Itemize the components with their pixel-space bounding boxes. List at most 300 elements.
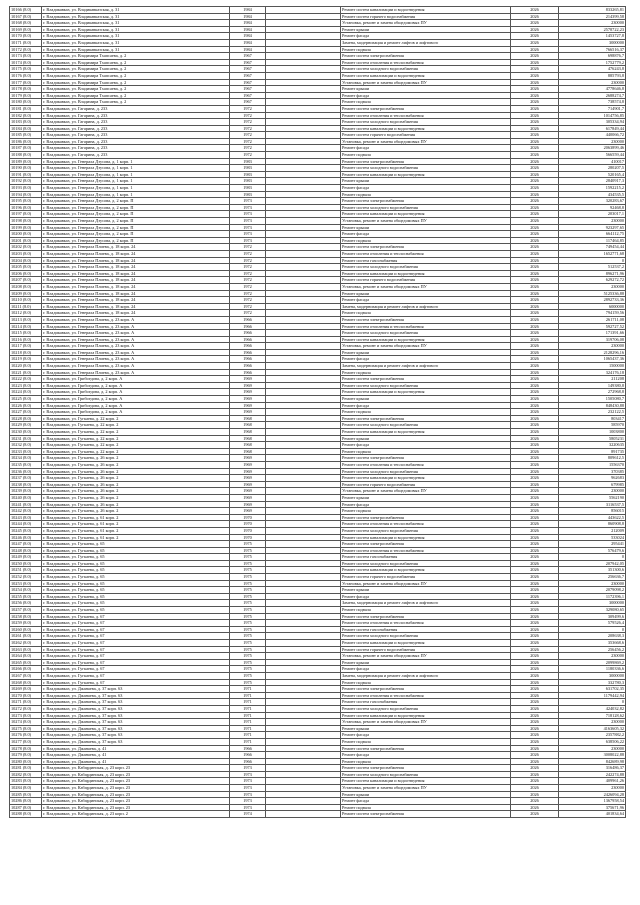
cost-cell: 230000 bbox=[559, 580, 626, 587]
address-cell: г. Владикавказ, ул. Гугкаева, д. 67 bbox=[42, 620, 230, 627]
work-type-cell: Ремонт систем канализации и водоотведения bbox=[341, 270, 511, 277]
build-year-cell: 1971 bbox=[230, 692, 266, 699]
cost-cell: 679985 bbox=[559, 481, 626, 488]
period-cell: 2026 bbox=[511, 580, 559, 587]
build-year-cell: 1969 bbox=[230, 508, 266, 515]
build-year-cell: 1971 bbox=[230, 712, 266, 719]
work-type-cell: Ремонт подвала bbox=[341, 46, 511, 53]
empty-cell bbox=[266, 712, 341, 719]
empty-cell bbox=[266, 725, 341, 732]
empty-cell bbox=[266, 488, 341, 495]
address-cell: г. Владикавказ, ул. Гугкаева, д. 67 bbox=[42, 640, 230, 647]
build-year-cell: 1975 bbox=[230, 574, 266, 581]
table-row bbox=[10, 402, 626, 409]
build-year-cell: 1971 bbox=[230, 699, 266, 706]
cost-cell: 208638,3 bbox=[559, 633, 626, 640]
table-row bbox=[10, 686, 626, 693]
row-id-cell: 10211 (8.0) bbox=[10, 303, 42, 310]
row-id-cell: 10182 (8.0) bbox=[10, 112, 42, 119]
address-cell: г. Владикавказ, ул. Джанаева, д. 41 bbox=[42, 758, 230, 765]
build-year-cell: 1966 bbox=[230, 745, 266, 752]
empty-cell bbox=[266, 580, 341, 587]
cost-cell: 1172396,1 bbox=[559, 593, 626, 600]
build-year-cell: 1975 bbox=[230, 547, 266, 554]
address-cell: г. Владикавказ, ул. Генерала Плиева, д. 18 корп. 24 bbox=[42, 310, 230, 317]
build-year-cell: 1969 bbox=[230, 409, 266, 416]
period-cell: 2026 bbox=[511, 323, 559, 330]
work-type-cell: Ремонт систем электроснабжения bbox=[341, 376, 511, 383]
address-cell: г. Владикавказ, ул. Кабардинская, д. 23 корп. 23 bbox=[42, 778, 230, 785]
build-year-cell: 1972 bbox=[230, 145, 266, 152]
row-id-cell: 10212 (8.0) bbox=[10, 310, 42, 317]
build-year-cell: 1969 bbox=[230, 455, 266, 462]
table-row bbox=[10, 409, 626, 416]
address-cell: г. Владикавказ, ул. Генерала Плиева, д. 18 корп. 24 bbox=[42, 277, 230, 284]
address-cell: г. Владикавказ, ул. Джанаева, д. 37 корп. 63 bbox=[42, 699, 230, 706]
cost-cell: 0 bbox=[559, 257, 626, 264]
row-id-cell: 10231 (8.0) bbox=[10, 435, 42, 442]
row-id-cell: 10192 (8.0) bbox=[10, 178, 42, 185]
address-cell: г. Владикавказ, ул. Джанаева, д. 41 bbox=[42, 745, 230, 752]
row-id-cell: 10177 (8.0) bbox=[10, 79, 42, 86]
cost-cell: 923297,65 bbox=[559, 224, 626, 231]
table-row bbox=[10, 257, 626, 264]
table-row bbox=[10, 567, 626, 574]
period-cell: 2026 bbox=[511, 804, 559, 811]
table-row bbox=[10, 39, 626, 46]
period-cell: 2026 bbox=[511, 785, 559, 792]
work-type-cell: Ремонт систем горячего водоснабжения bbox=[341, 481, 511, 488]
cost-cell: 230000 bbox=[559, 283, 626, 290]
row-id-cell: 10175 (8.0) bbox=[10, 66, 42, 73]
period-cell: 2026 bbox=[511, 508, 559, 515]
build-year-cell: 1973 bbox=[230, 804, 266, 811]
row-id-cell: 10256 (8.0) bbox=[10, 600, 42, 607]
build-year-cell: 1972 bbox=[230, 270, 266, 277]
cost-cell: 1065437,36 bbox=[559, 356, 626, 363]
cost-cell: 2079098,2 bbox=[559, 587, 626, 594]
table-row bbox=[10, 494, 626, 501]
row-id-cell: 10267 (8.0) bbox=[10, 672, 42, 679]
empty-cell bbox=[266, 752, 341, 759]
build-year-cell: 1975 bbox=[230, 607, 266, 614]
build-year-cell: 1973 bbox=[230, 791, 266, 798]
build-year-cell: 1973 bbox=[230, 204, 266, 211]
build-year-cell: 1970 bbox=[230, 521, 266, 528]
build-year-cell: 1973 bbox=[230, 218, 266, 225]
period-cell: 2026 bbox=[511, 547, 559, 554]
empty-cell bbox=[266, 53, 341, 60]
address-cell: г. Владикавказ, ул. Гугкаева, д. 26 корп. 2 bbox=[42, 494, 230, 501]
period-cell: 2026 bbox=[511, 725, 559, 732]
cost-cell: 353668,6 bbox=[559, 640, 626, 647]
cost-cell: 329080,65 bbox=[559, 607, 626, 614]
empty-cell bbox=[266, 798, 341, 805]
work-type-cell: Ремонт фасада bbox=[341, 732, 511, 739]
row-id-cell: 10248 (8.0) bbox=[10, 547, 42, 554]
period-cell: 2026 bbox=[511, 218, 559, 225]
build-year-cell: 1973 bbox=[230, 231, 266, 238]
row-id-cell: 10176 (8.0) bbox=[10, 72, 42, 79]
empty-cell bbox=[266, 244, 341, 251]
empty-cell bbox=[266, 20, 341, 27]
table-row bbox=[10, 679, 626, 686]
table-row bbox=[10, 264, 626, 271]
table-row bbox=[10, 514, 626, 521]
cost-cell: 212009 bbox=[559, 527, 626, 534]
period-cell: 2026 bbox=[511, 59, 559, 66]
cost-cell: 2099869,2 bbox=[559, 659, 626, 666]
table-row bbox=[10, 310, 626, 317]
empty-cell bbox=[266, 732, 341, 739]
work-type-cell: Ремонт фасада bbox=[341, 33, 511, 40]
work-type-cell: Ремонт систем холодного водоснабжения bbox=[341, 422, 511, 429]
work-type-cell: Ремонт подвала bbox=[341, 409, 511, 416]
empty-cell bbox=[266, 33, 341, 40]
empty-cell bbox=[266, 99, 341, 106]
empty-cell bbox=[266, 323, 341, 330]
cost-cell: 638506,22 bbox=[559, 738, 626, 745]
cost-cell: 320283,67 bbox=[559, 198, 626, 205]
table-row bbox=[10, 191, 626, 198]
empty-cell bbox=[266, 692, 341, 699]
build-year-cell: 1984 bbox=[230, 26, 266, 33]
work-type-cell: Ремонт систем канализации и водоотведения bbox=[341, 778, 511, 785]
work-type-cell: Ремонт систем холодного водоснабжения bbox=[341, 633, 511, 640]
empty-cell bbox=[266, 376, 341, 383]
build-year-cell: 1975 bbox=[230, 593, 266, 600]
empty-cell bbox=[266, 640, 341, 647]
work-type-cell: Ремонт систем электроснабжения bbox=[341, 613, 511, 620]
work-type-cell: Ремонт систем газоснабжения bbox=[341, 626, 511, 633]
build-year-cell: 1975 bbox=[230, 587, 266, 594]
address-cell: г. Владикавказ, ул. Генерала Дзусова, д. 1 корп. 1 bbox=[42, 191, 230, 198]
period-cell: 2026 bbox=[511, 303, 559, 310]
cost-cell: 230000 bbox=[559, 719, 626, 726]
empty-cell bbox=[266, 666, 341, 673]
work-type-cell: Ремонт подвала bbox=[341, 310, 511, 317]
period-cell: 2026 bbox=[511, 765, 559, 772]
work-type-cell: Ремонт систем канализации и водоотведения bbox=[341, 125, 511, 132]
cost-cell: 1180336,6 bbox=[559, 666, 626, 673]
build-year-cell: 1970 bbox=[230, 527, 266, 534]
row-id-cell: 10204 (8.0) bbox=[10, 257, 42, 264]
empty-cell bbox=[266, 389, 341, 396]
empty-cell bbox=[266, 765, 341, 772]
table-row bbox=[10, 593, 626, 600]
register-table-body bbox=[10, 7, 626, 818]
build-year-cell: 1969 bbox=[230, 396, 266, 403]
build-year-cell: 1971 bbox=[230, 732, 266, 739]
table-row bbox=[10, 435, 626, 442]
empty-cell bbox=[266, 607, 341, 614]
period-cell: 2026 bbox=[511, 356, 559, 363]
cost-cell: 533024 bbox=[559, 534, 626, 541]
row-id-cell: 10170 (8.0) bbox=[10, 33, 42, 40]
table-row bbox=[10, 580, 626, 587]
build-year-cell: 1975 bbox=[230, 567, 266, 574]
address-cell: г. Владикавказ, ул. Гугкаева, д. 22 корп. 2 bbox=[42, 448, 230, 455]
row-id-cell: 10260 (8.0) bbox=[10, 626, 42, 633]
cost-cell: 242274,88 bbox=[559, 771, 626, 778]
empty-cell bbox=[266, 567, 341, 574]
address-cell: г. Владикавказ, ул. Гагарина, д. 233 bbox=[42, 105, 230, 112]
empty-cell bbox=[266, 501, 341, 508]
work-type-cell: Ремонт фасада bbox=[341, 593, 511, 600]
row-id-cell: 10180 (8.0) bbox=[10, 99, 42, 106]
address-cell: г. Владикавказ, ул. Гугкаева, д. 26 корп. 2 bbox=[42, 501, 230, 508]
table-row bbox=[10, 237, 626, 244]
row-id-cell: 10236 (8.0) bbox=[10, 468, 42, 475]
address-cell: г. Владикавказ, ул. Гугкаева, д. 65 bbox=[42, 593, 230, 600]
period-cell: 2026 bbox=[511, 105, 559, 112]
empty-cell bbox=[266, 79, 341, 86]
work-type-cell: Ремонт систем отопления и теплоснабжения bbox=[341, 250, 511, 257]
row-id-cell: 10233 (8.0) bbox=[10, 448, 42, 455]
row-id-cell: 10193 (8.0) bbox=[10, 185, 42, 192]
table-row bbox=[10, 330, 626, 337]
row-id-cell: 10276 (8.0) bbox=[10, 732, 42, 739]
row-id-cell: 10178 (8.0) bbox=[10, 86, 42, 93]
address-cell: г. Владикавказ, ул. Грибоедова, д. 2 корп. А bbox=[42, 382, 230, 389]
empty-cell bbox=[266, 508, 341, 515]
row-id-cell: 10281 (8.0) bbox=[10, 765, 42, 772]
row-id-cell: 10191 (8.0) bbox=[10, 171, 42, 178]
address-cell: г. Владикавказ, ул. Кабардинская, д. 23 корп. 23 bbox=[42, 765, 230, 772]
empty-cell bbox=[266, 158, 341, 165]
address-cell: г. Владикавказ, ул. Генерала Плиева, д. 23 корп. А bbox=[42, 349, 230, 356]
period-cell: 2026 bbox=[511, 165, 559, 172]
row-id-cell: 10222 (8.0) bbox=[10, 376, 42, 383]
table-row bbox=[10, 752, 626, 759]
period-cell: 2026 bbox=[511, 752, 559, 759]
build-year-cell: 1970 bbox=[230, 514, 266, 521]
table-row bbox=[10, 158, 626, 165]
cost-cell: 230000 bbox=[559, 785, 626, 792]
table-row bbox=[10, 791, 626, 798]
table-row bbox=[10, 13, 626, 20]
cost-cell: 5125336,88 bbox=[559, 290, 626, 297]
address-cell: г. Владикавказ, ул. Джанаева, д. 37 корп. 63 bbox=[42, 719, 230, 726]
period-cell: 2026 bbox=[511, 554, 559, 561]
table-row bbox=[10, 316, 626, 323]
work-type-cell: Ремонт систем электроснабжения bbox=[341, 455, 511, 462]
empty-cell bbox=[266, 791, 341, 798]
row-id-cell: 10288 (8.0) bbox=[10, 811, 42, 818]
address-cell: г. Владикавказ, ул. Грибоедова, д. 2 корп. А bbox=[42, 389, 230, 396]
address-cell: г. Владикавказ, ул. Генерала Дзусова, д. 2 корп. П bbox=[42, 231, 230, 238]
period-cell: 2026 bbox=[511, 290, 559, 297]
period-cell: 2026 bbox=[511, 257, 559, 264]
address-cell: г. Владикавказ, ул. Генерала Плиева, д. 18 корп. 24 bbox=[42, 257, 230, 264]
work-type-cell: Ремонт систем канализации и водоотведения bbox=[341, 475, 511, 482]
address-cell: г. Владикавказ, ул. Гугкаева, д. 65 bbox=[42, 607, 230, 614]
empty-cell bbox=[266, 382, 341, 389]
work-type-cell: Ремонт систем холодного водоснабжения bbox=[341, 264, 511, 271]
work-type-cell: Ремонт систем холодного водоснабжения bbox=[341, 165, 511, 172]
table-row bbox=[10, 461, 626, 468]
build-year-cell: 1969 bbox=[230, 382, 266, 389]
build-year-cell: 1973 bbox=[230, 798, 266, 805]
address-cell: г. Владикавказ, ул. Грибоедова, д. 2 корп. А bbox=[42, 409, 230, 416]
row-id-cell: 10287 (8.0) bbox=[10, 804, 42, 811]
work-type-cell: Установка, ремонт и замена общедомовых ПУ bbox=[341, 79, 511, 86]
work-type-cell: Установка, ремонт и замена общедомовых ПУ bbox=[341, 343, 511, 350]
empty-cell bbox=[266, 363, 341, 370]
work-type-cell: Ремонт систем канализации и водоотведения bbox=[341, 534, 511, 541]
period-cell: 2026 bbox=[511, 330, 559, 337]
empty-cell bbox=[266, 191, 341, 198]
table-row bbox=[10, 574, 626, 581]
period-cell: 2026 bbox=[511, 613, 559, 620]
row-id-cell: 10273 (8.0) bbox=[10, 712, 42, 719]
table-row bbox=[10, 297, 626, 304]
period-cell: 2026 bbox=[511, 574, 559, 581]
work-type-cell: Ремонт систем холодного водоснабжения bbox=[341, 771, 511, 778]
empty-cell bbox=[266, 653, 341, 660]
empty-cell bbox=[266, 66, 341, 73]
empty-cell bbox=[266, 646, 341, 653]
row-id-cell: 10252 (8.0) bbox=[10, 574, 42, 581]
table-row bbox=[10, 600, 626, 607]
table-row bbox=[10, 376, 626, 383]
row-id-cell: 10190 (8.0) bbox=[10, 165, 42, 172]
period-cell: 2026 bbox=[511, 132, 559, 139]
cost-cell: 272968,8 bbox=[559, 389, 626, 396]
build-year-cell: 1975 bbox=[230, 653, 266, 660]
row-id-cell: 10207 (8.0) bbox=[10, 277, 42, 284]
empty-cell bbox=[266, 475, 341, 482]
empty-cell bbox=[266, 613, 341, 620]
cost-cell: 1003800 bbox=[559, 429, 626, 436]
build-year-cell: 1967 bbox=[230, 59, 266, 66]
build-year-cell: 1967 bbox=[230, 72, 266, 79]
row-id-cell: 10239 (8.0) bbox=[10, 488, 42, 495]
table-row bbox=[10, 771, 626, 778]
work-type-cell: Ремонт систем газоснабжения bbox=[341, 257, 511, 264]
table-row bbox=[10, 738, 626, 745]
cost-cell: 230000 bbox=[559, 488, 626, 495]
cost-cell: 443622,5 bbox=[559, 514, 626, 521]
address-cell: г. Владикавказ, ул. Гугкаева, д. 65 bbox=[42, 580, 230, 587]
empty-cell bbox=[266, 396, 341, 403]
cost-cell: 617849,44 bbox=[559, 125, 626, 132]
empty-cell bbox=[266, 534, 341, 541]
row-id-cell: 10171 (8.0) bbox=[10, 39, 42, 46]
table-row bbox=[10, 626, 626, 633]
work-type-cell: Замена, модернизация и ремонт лифтов и лифтового bbox=[341, 303, 511, 310]
row-id-cell: 10234 (8.0) bbox=[10, 455, 42, 462]
period-cell: 2026 bbox=[511, 732, 559, 739]
empty-cell bbox=[266, 26, 341, 33]
cost-cell: 5805231 bbox=[559, 435, 626, 442]
cost-cell: 891735 bbox=[559, 448, 626, 455]
row-id-cell: 10251 (8.0) bbox=[10, 567, 42, 574]
period-cell: 2026 bbox=[511, 363, 559, 370]
address-cell: г. Владикавказ, ул. Гагарина, д. 233 bbox=[42, 145, 230, 152]
work-type-cell: Ремонт подвала bbox=[341, 607, 511, 614]
period-cell: 2026 bbox=[511, 46, 559, 53]
build-year-cell: 1984 bbox=[230, 20, 266, 27]
build-year-cell: 1968 bbox=[230, 442, 266, 449]
address-cell: г. Владикавказ, ул. Гугкаева, д. 67 bbox=[42, 626, 230, 633]
empty-cell bbox=[266, 178, 341, 185]
cost-cell: 794159,56 bbox=[559, 310, 626, 317]
empty-cell bbox=[266, 349, 341, 356]
build-year-cell: 1972 bbox=[230, 119, 266, 126]
row-id-cell: 10220 (8.0) bbox=[10, 363, 42, 370]
period-cell: 2026 bbox=[511, 224, 559, 231]
address-cell: г. Владикавказ, ул. Гугкаева, д. 22 корп. 2 bbox=[42, 422, 230, 429]
empty-cell bbox=[266, 409, 341, 416]
row-id-cell: 10196 (8.0) bbox=[10, 204, 42, 211]
build-year-cell: 1975 bbox=[230, 646, 266, 653]
row-id-cell: 10181 (8.0) bbox=[10, 105, 42, 112]
cost-cell: 3116537,5 bbox=[559, 501, 626, 508]
work-type-cell: Ремонт крыши bbox=[341, 725, 511, 732]
row-id-cell: 10282 (8.0) bbox=[10, 771, 42, 778]
build-year-cell: 1967 bbox=[230, 92, 266, 99]
period-cell: 2026 bbox=[511, 79, 559, 86]
period-cell: 2026 bbox=[511, 178, 559, 185]
cost-cell: 3000000 bbox=[559, 672, 626, 679]
cost-cell: 230000 bbox=[559, 20, 626, 27]
cost-cell: 1453727,8 bbox=[559, 33, 626, 40]
table-row bbox=[10, 653, 626, 660]
work-type-cell: Ремонт систем газоснабжения bbox=[341, 554, 511, 561]
table-row bbox=[10, 778, 626, 785]
row-id-cell: 10240 (8.0) bbox=[10, 494, 42, 501]
work-type-cell: Ремонт крыши bbox=[341, 587, 511, 594]
empty-cell bbox=[266, 231, 341, 238]
address-cell: г. Владикавказ, ул. Генерала Плиева, д. 23 корп. А bbox=[42, 363, 230, 370]
work-type-cell: Ремонт фасада bbox=[341, 185, 511, 192]
period-cell: 2026 bbox=[511, 316, 559, 323]
build-year-cell: 1969 bbox=[230, 488, 266, 495]
work-type-cell: Ремонт крыши bbox=[341, 396, 511, 403]
address-cell: г. Владикавказ, ул. Кабардинская, д. 23 корп. 23 bbox=[42, 785, 230, 792]
work-type-cell: Ремонт систем холодного водоснабжения bbox=[341, 119, 511, 126]
cost-cell: 1014756,85 bbox=[559, 112, 626, 119]
table-row bbox=[10, 132, 626, 139]
table-row bbox=[10, 369, 626, 376]
address-cell: г. Владикавказ, ул. Гугкаева, д. 26 корп. 2 bbox=[42, 481, 230, 488]
table-row bbox=[10, 501, 626, 508]
work-type-cell: Ремонт систем горячего водоснабжения bbox=[341, 13, 511, 20]
cost-cell: 3000000 bbox=[559, 600, 626, 607]
build-year-cell: 1972 bbox=[230, 125, 266, 132]
cost-cell: 3000000 bbox=[559, 39, 626, 46]
table-row bbox=[10, 99, 626, 106]
cost-cell: 230000 bbox=[559, 745, 626, 752]
work-type-cell: Ремонт систем электроснабжения bbox=[341, 541, 511, 548]
address-cell: г. Владикавказ, ул. Кабардинская, д. 23 корп. 23 bbox=[42, 771, 230, 778]
address-cell: г. Владикавказ, ул. Грибоедова, д. 2 корп. А bbox=[42, 402, 230, 409]
empty-cell bbox=[266, 554, 341, 561]
work-type-cell: Ремонт систем отопления и теплоснабжения bbox=[341, 112, 511, 119]
period-cell: 2026 bbox=[511, 409, 559, 416]
cost-cell: 230000 bbox=[559, 218, 626, 225]
period-cell: 2026 bbox=[511, 567, 559, 574]
period-cell: 2026 bbox=[511, 264, 559, 271]
period-cell: 2026 bbox=[511, 297, 559, 304]
row-id-cell: 10206 (8.0) bbox=[10, 270, 42, 277]
cost-cell: 476243,8 bbox=[559, 66, 626, 73]
work-type-cell: Ремонт фасада bbox=[341, 501, 511, 508]
work-type-cell: Ремонт систем холодного водоснабжения bbox=[341, 382, 511, 389]
build-year-cell: 1975 bbox=[230, 666, 266, 673]
empty-cell bbox=[266, 494, 341, 501]
